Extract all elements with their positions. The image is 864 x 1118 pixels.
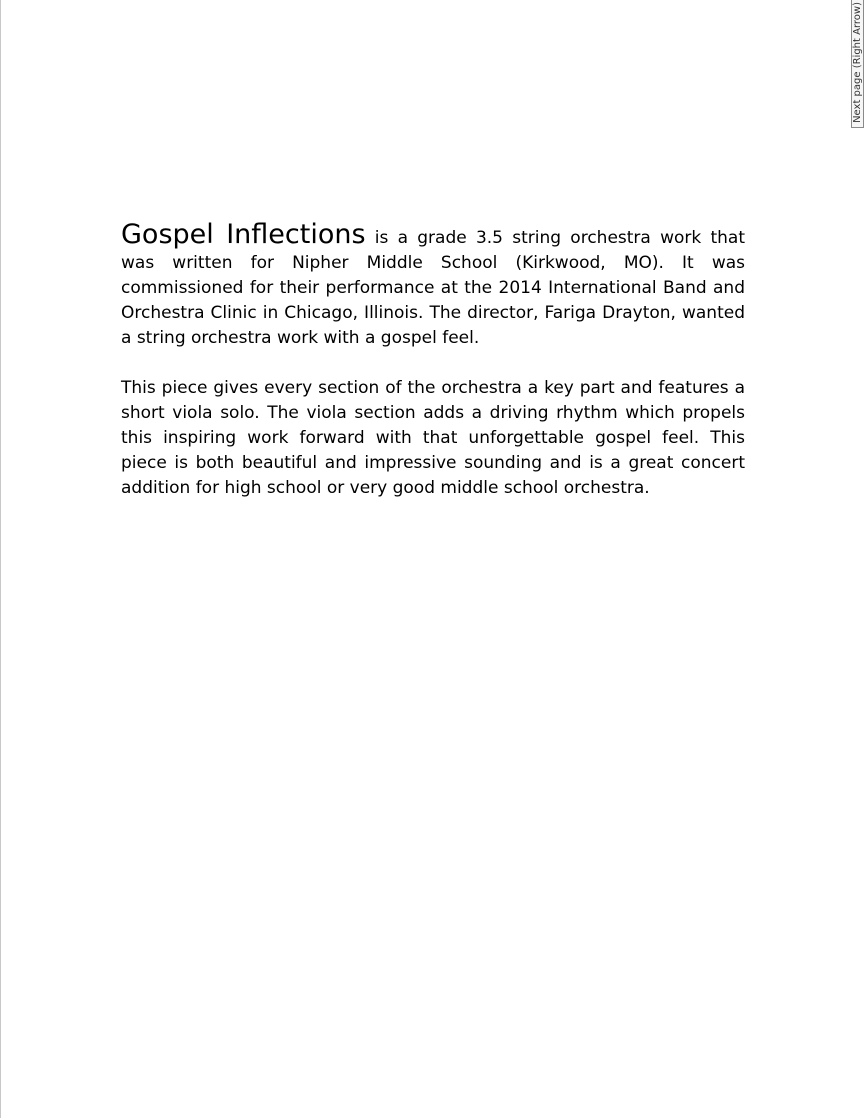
description-text-block	[121, 219, 745, 501]
paragraph-1-text: is a grade 3.5 string orchestra work that was written for Nipher Middle School (Kirkwood, MO). It was commissioned for their performance at the 2014 International Band and Orchestra Clinic in Chicago, Illinois. The director, Fariga Drayton, wanted a string orchestra work with a gospel feel.	[121, 228, 745, 348]
description-paragraph-1	[121, 219, 745, 351]
next-page-button[interactable]	[851, 0, 864, 128]
description-paragraph-2: This piece gives every section of the orchestra a key part and features a short viola solo. The viola section adds a driving rhythm which propels this inspiring work forward with that unforgettable gospel feel. This piece is both beautiful and impressive sounding and is a great concert addition for high school or very good middle school orchestra.	[121, 378, 745, 498]
piece-title: Gospel Inflections	[121, 219, 366, 250]
next-page-label: Next page (Right Arrow)	[852, 2, 863, 123]
